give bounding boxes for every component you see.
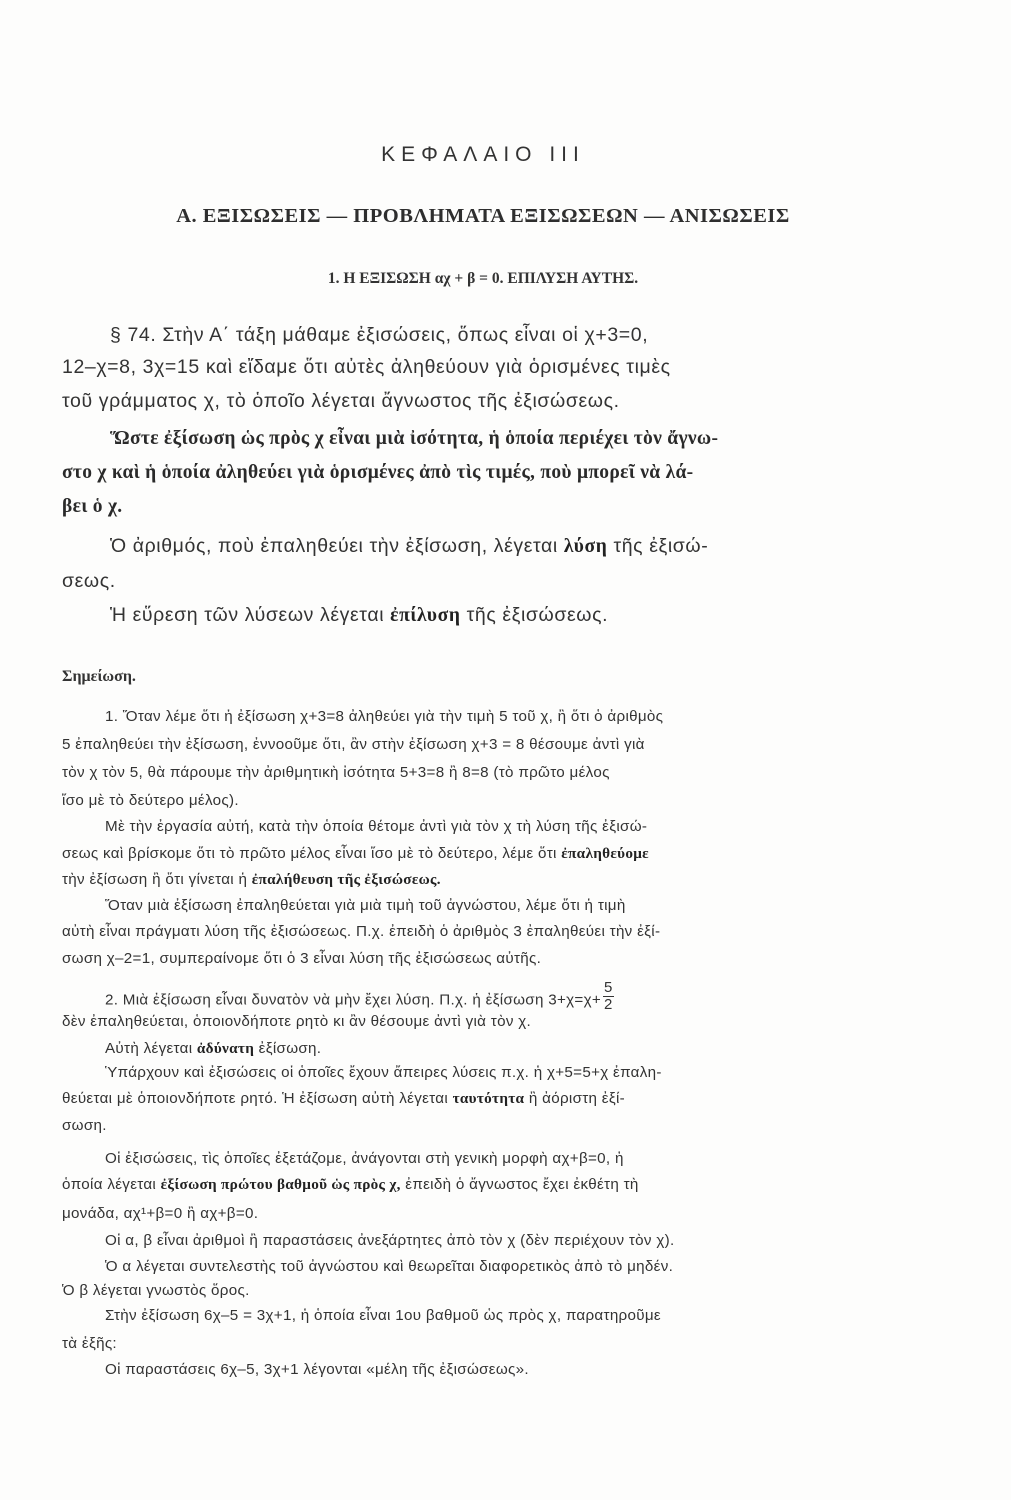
subsection-title: 1. Η ΕΞΙΣΩΣΗ αχ + β = 0. ΕΠΙΛΥΣΗ ΑΥΤΗΣ. (327, 270, 639, 287)
note1-line-9: αὐτὴ εἶναι πράγματι λύση τῆς ἐξισώσεως. Π.χ. ἐπειδὴ ὁ ἀριθμὸς 3 ἐπαληθεύει τὴν ἐξί- (62, 923, 661, 940)
term-identity: ταυτότητα (452, 1090, 525, 1107)
term-verification: ἐπαλήθευση τῆς ἐξισώσεως. (251, 871, 441, 888)
note1-line-3: τὸν χ τὸν 5, θὰ πάρουμε τὴν ἀριθμητικὴ ἰσότητα 5+3=8 ἢ 8=8 (τὸ πρῶτο μέλος (62, 764, 610, 781)
para74-line-3: τοῦ γράμματος χ, τὸ ὁποῖο λέγεται ἄγνωστος τῆς ἐξισώσεως. (62, 390, 620, 412)
note1-line-8: Ὅταν μιὰ ἐξίσωση ἐπαληθεύεται γιὰ μιὰ τιμὴ τοῦ ἀγνώστου, λέμε ὅτι ἡ τιμὴ (105, 897, 626, 914)
definition-line-1: Ὥστε ἐξίσωση ὡς πρὸς χ εἶναι μιὰ ἰσότητα, ἡ ὁποία περιέχει τὸν ἄγνω- (110, 428, 719, 449)
note1-line-10: σωση χ–2=1, συμπεραίνομε ὅτι ὁ 3 εἶναι λύση τῆς ἐξισώσεως αὐτῆς. (62, 950, 542, 967)
note2-line-2: δὲν ἐπαληθεύεται, ὁποιονδήποτε ρητὸ κι ἂν θέσουμε ἀντὶ γιὰ τὸν χ. (62, 1013, 532, 1030)
note-heading: Σημείωση. (62, 668, 136, 685)
definition-line-2: στο χ καὶ ἡ ὁποία ἀληθεύει γιὰ ὁρισμένες ἀπὸ τὶς τιμές, ποὺ μπορεῖ νὰ λά- (62, 462, 694, 483)
general-line-4: Οἱ α, β εἶναι ἀριθμοὶ ἢ παραστάσεις ἀνεξάρτητες ἀπὸ τὸν χ (δὲν περιέχουν τὸν χ). (105, 1232, 675, 1249)
note2-line-5: θεύεται μὲ ὁποιονδήποτε ρητό. Ἡ ἐξίσωση αὐτὴ λέγεται ταυτότητα ἢ ἀόριστη ἐξί- (62, 1090, 626, 1107)
general-line-5: Ὁ α λέγεται συντελεστὴς τοῦ ἀγνώστου καὶ θεωρεῖται διαφορετικὸς ἀπὸ τὸ μηδέν. (105, 1258, 674, 1275)
solution-definition-line-1: Ὁ ἀριθμός, ποὺ ἐπαληθεύει τὴν ἐξίσωση, λέγεται λύση τῆς ἐξισώ- (110, 535, 709, 557)
section-title: Α. ΕΞΙΣΩΣΕΙΣ — ΠΡΟΒΛΗΜΑΤΑ ΕΞΙΣΩΣΕΩΝ — ΑΝΙΣΩΣΕΙΣ (176, 205, 790, 227)
resolution-definition: Ἡ εὕρεση τῶν λύσεων λέγεται ἐπίλυση τῆς ἐξισώσεως. (110, 604, 609, 626)
note1-line-1: 1. Ὅταν λέμε ὅτι ἡ ἐξίσωση χ+3=8 ἀληθεύει γιὰ τὴν τιμὴ 5 τοῦ χ, ἢ ὅτι ὁ ἀριθμὸς (105, 708, 664, 725)
note1-line-7: τὴν ἐξίσωση ἢ ὅτι γίνεται ἡ ἐπαλήθευση τῆς ἐξισώσεως. (62, 871, 441, 888)
para74-line-2: 12–χ=8, 3χ=15 καὶ εἴδαμε ὅτι αὐτὲς ἀληθεύουν γιὰ ὁρισμένες τιμὲς (62, 356, 671, 378)
note2-line-1: 2. Μιὰ ἐξίσωση εἶναι δυνατὸν νὰ μὴν ἔχει λύση. Π.χ. ἡ ἐξίσωση 3+χ=χ+ $\frac{5}{2}$ (105, 979, 613, 1013)
general-line-2: ὁποία λέγεται ἐξίσωση πρώτου βαθμοῦ ὡς πρὸς χ, ἐπειδὴ ὁ ἄγνωστος ἔχει ἐκθέτη τὴ (62, 1176, 639, 1193)
term-impossible: ἀδύνατη (196, 1040, 255, 1057)
note2-line-3: Αὐτὴ λέγεται ἀδύνατη ἐξίσωση. (105, 1040, 322, 1057)
note1-line-2: 5 ἐπαληθεύει τὴν ἐξίσωση, ἐννοοῦμε ὅτι, ἂν στὴν ἐξίσωση χ+3 = 8 θέσουμε ἀντὶ γιὰ (62, 736, 645, 753)
general-line-9: Οἱ παραστάσεις 6χ–5, 3χ+1 λέγονται «μέλη τῆς ἐξισώσεως». (105, 1361, 529, 1378)
term-resolution: ἐπίλυση (390, 605, 461, 626)
term-first-degree-equation: ἐξίσωση πρώτου βαθμοῦ ὡς πρὸς χ, (160, 1176, 401, 1193)
term-verify: ἐπαληθεύομε (561, 845, 649, 862)
note2-line-4: Ὑπάρχουν καὶ ἐξισώσεις οἱ ὁποῖες ἔχουν ἄπειρες λύσεις π.χ. ἡ χ+5=5+χ ἐπαλη- (105, 1064, 662, 1081)
general-line-7: Στὴν ἐξίσωση 6χ–5 = 3χ+1, ἡ ὁποία εἶναι 1ου βαθμοῦ ὡς πρὸς χ, παρατηροῦμε (105, 1307, 661, 1324)
general-line-3: μονάδα, αχ¹+β=0 ἢ αχ+β=0. (62, 1205, 259, 1222)
note1-line-6: σεως καὶ βρίσκομε ὅτι τὸ πρῶτο μέλος εἶναι ἴσο μὲ τὸ δεύτερο, λέμε ὅτι ἐπαληθεύομε (62, 845, 649, 862)
definition-line-3: βει ὁ χ. (62, 496, 123, 517)
general-line-8: τὰ ἑξῆς: (62, 1335, 117, 1352)
note1-line-4: ἴσο μὲ τὸ δεύτερο μέλος). (62, 792, 239, 809)
para74-line-1: § 74. Στὴν Α΄ τάξη μάθαμε ἐξισώσεις, ὅπως εἶναι οἱ χ+3=0, (110, 324, 649, 346)
chapter-heading: ΚΕΦΑΛΑΙΟ III (381, 143, 585, 166)
general-line-6: Ὁ β λέγεται γνωστὸς ὅρος. (62, 1282, 250, 1299)
note2-line-6: σωση. (62, 1117, 107, 1134)
general-line-1: Οἱ ἐξισώσεις, τὶς ὁποῖες ἐξετάζομε, ἀνάγονται στὴ γενικὴ μορφὴ αχ+β=0, ἡ (105, 1150, 624, 1167)
note1-line-5: Μὲ τὴν ἐργασία αὐτή, κατὰ τὴν ὁποία θέτομε ἀντὶ γιὰ τὸν χ τὴ λύση τῆς ἐξισώ- (105, 818, 648, 835)
fraction-five-halves: $\frac{5}{2}$ (604, 979, 613, 1013)
term-solution: λύση (563, 536, 608, 557)
solution-definition-line-2: σεως. (62, 570, 116, 592)
